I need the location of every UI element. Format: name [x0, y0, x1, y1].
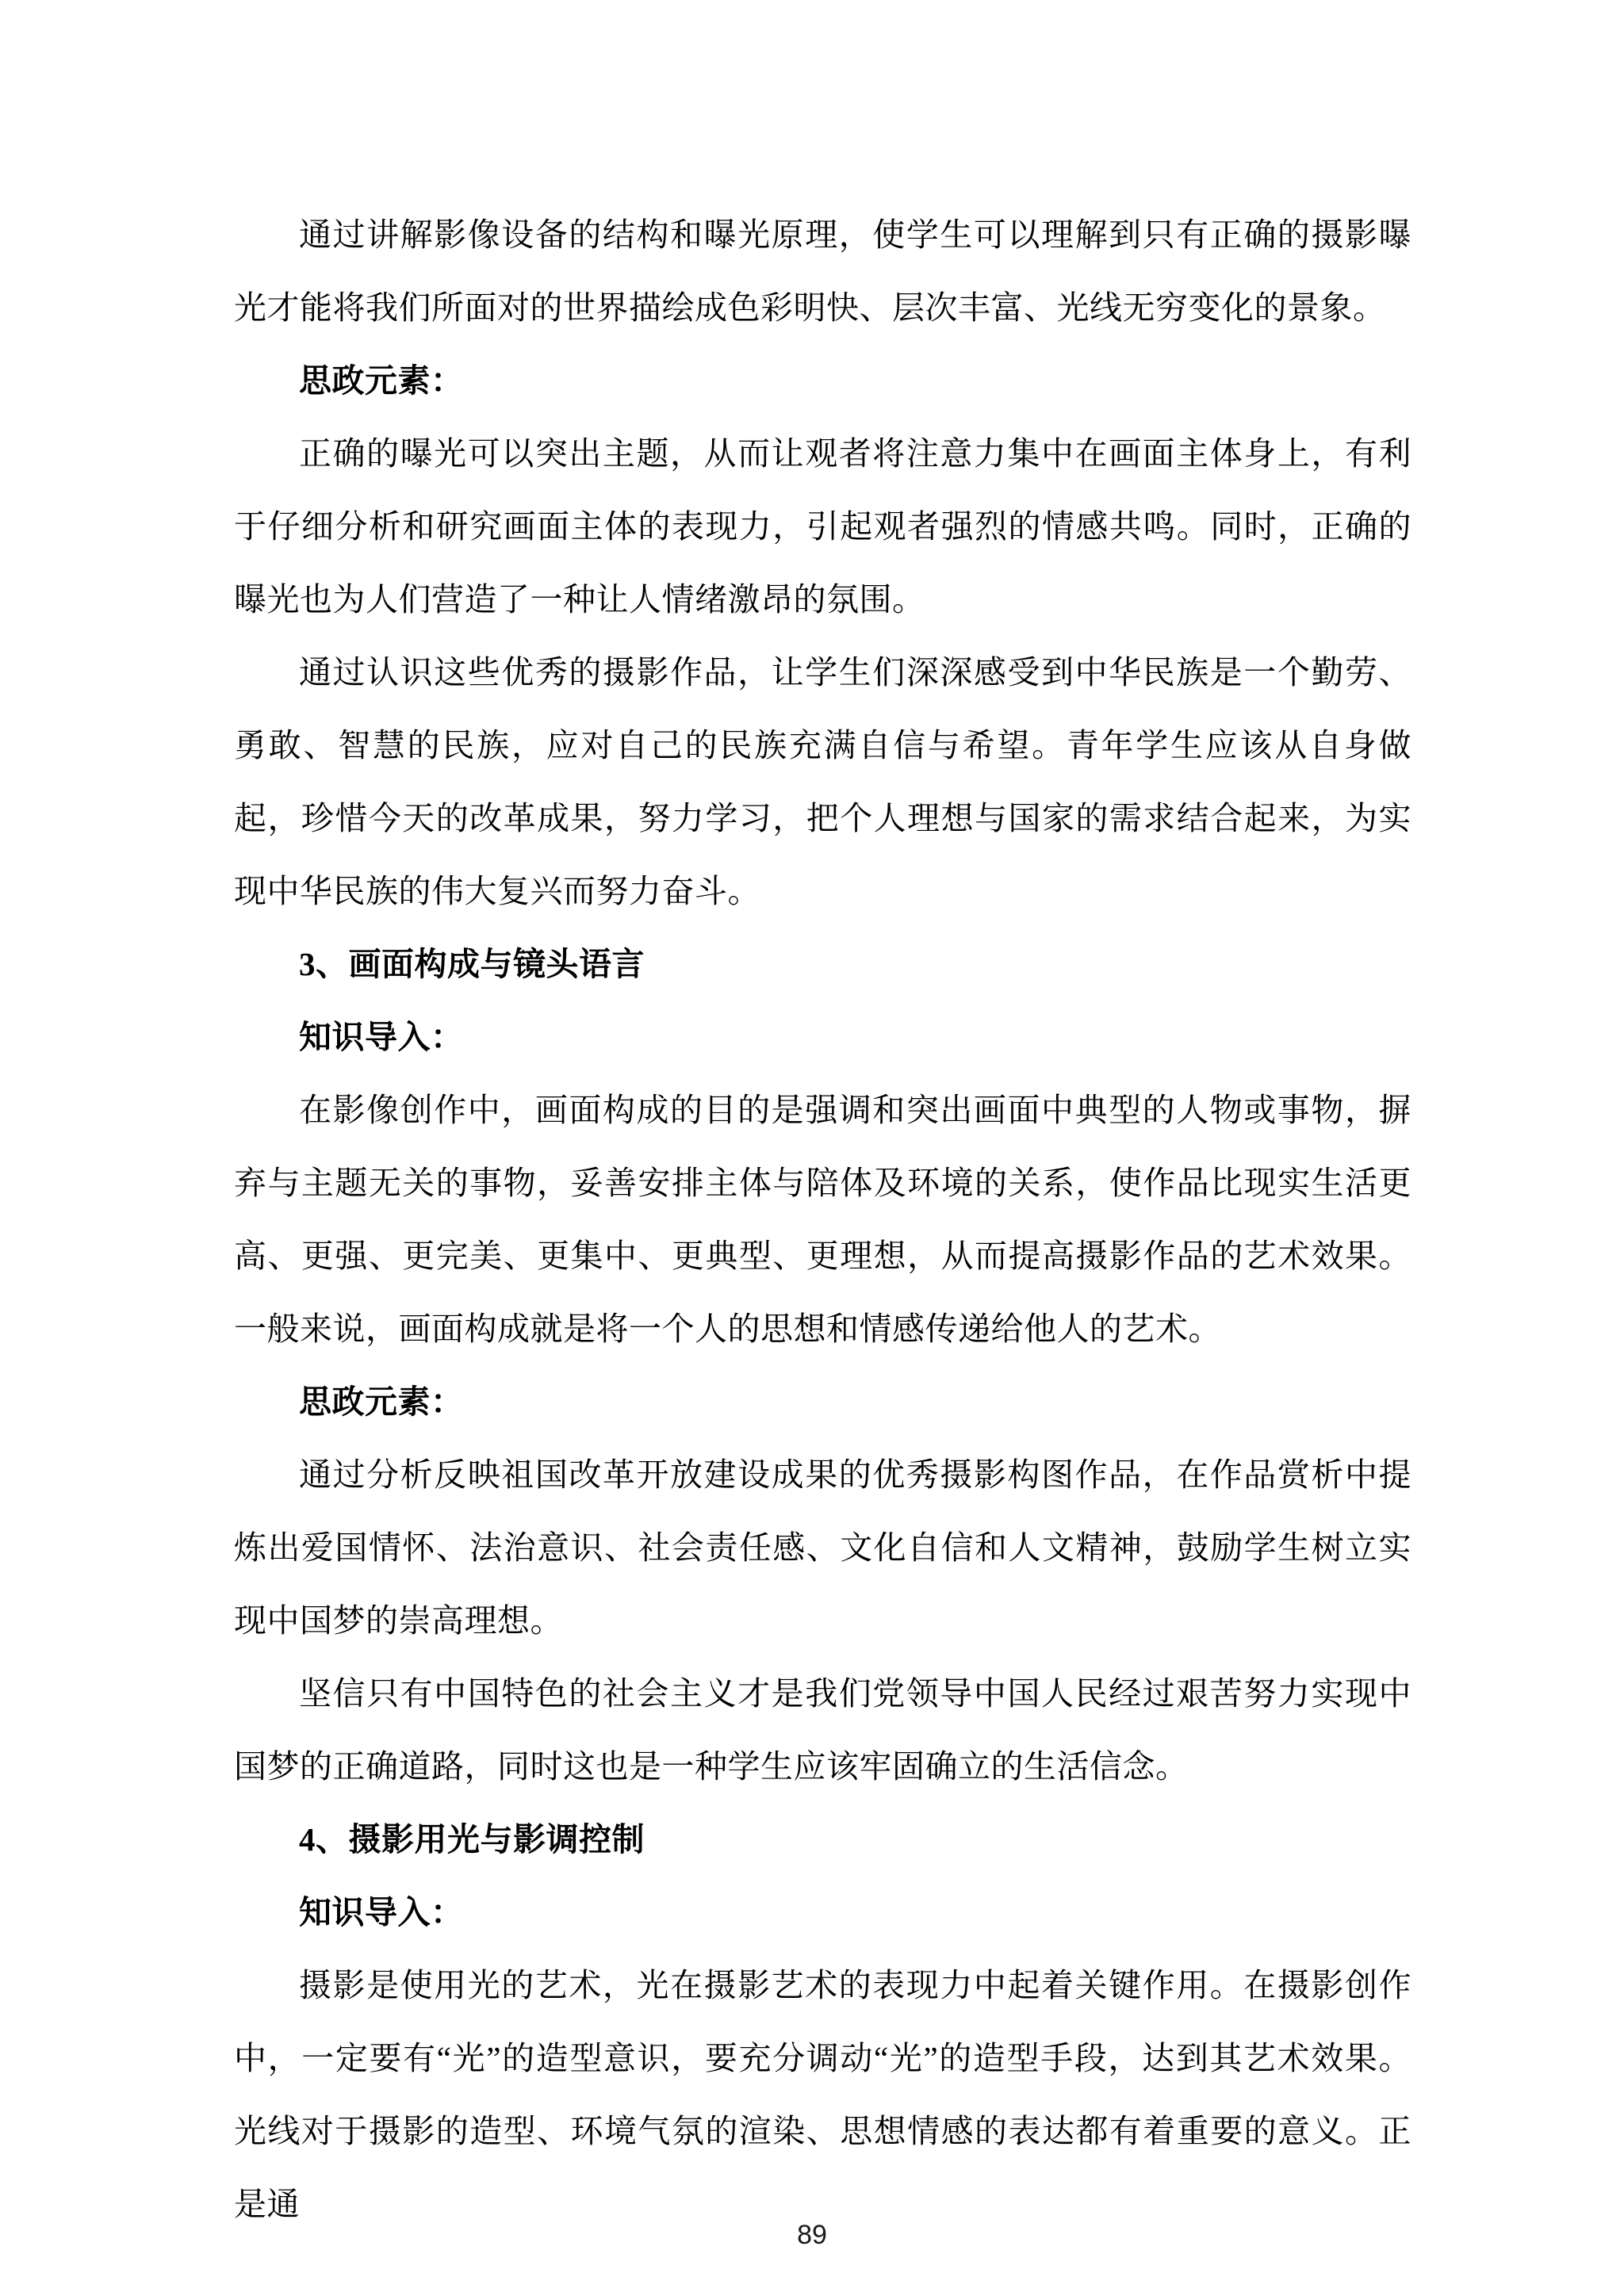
section-heading: 知识导入：: [299, 1019, 464, 1055]
page-footer: [0, 2220, 1624, 2251]
section-heading: 知识导入：: [299, 1894, 464, 1931]
paragraph: 坚信只有中国特色的社会主义才是我们党领导中国人民经过艰苦努力实现中国梦的正确道路，同时这也是一种学生应该牢固确立的生活信念。: [234, 1675, 1411, 1785]
numbered-heading: 3、画面构成与镜头语言: [299, 946, 645, 982]
paragraph: 通过讲解影像设备的结构和曝光原理，使学生可以理解到只有正确的摄影曝光才能将我们所面对的世界描绘成色彩明快、层次丰富、光线无穷变化的景象。: [234, 216, 1411, 326]
paragraph: 摄影是使用光的艺术，光在摄影艺术的表现力中起着关键作用。在摄影创作中，一定要有“光”的造型意识，要充分调动“光”的造型手段，达到其艺术效果。光线对于摄影的造型、环境气氛的渲染、思想情感的表达都有着重要的意义。正是通: [234, 1967, 1411, 2222]
numbered-heading: 4、摄影用光与影调控制: [299, 1821, 645, 1858]
paragraph: 正确的曝光可以突出主题，从而让观者将注意力集中在画面主体身上，有利于仔细分析和研究画面主体的表现力，引起观者强烈的情感共鸣。同时，正确的曝光也为人们营造了一种让人情绪激昂的氛围。: [234, 435, 1411, 618]
section-heading: 思政元素：: [299, 1383, 464, 1420]
page-body-text: [234, 198, 1411, 2241]
paragraph: 通过分析反映祖国改革开放建设成果的优秀摄影构图作品，在作品赏析中提炼出爱国情怀、法治意识、社会责任感、文化自信和人文精神，鼓励学生树立实现中国梦的崇高理想。: [234, 1456, 1411, 1639]
page-number: 89: [797, 2220, 827, 2250]
paragraph: 通过认识这些优秀的摄影作品，让学生们深深感受到中华民族是一个勤劳、勇敢、智慧的民族，应对自己的民族充满自信与希望。青年学生应该从自身做起，珍惜今天的改革成果，努力学习，把个人理想与国家的需求结合起来，为实现中华民族的伟大复兴而努力奋斗。: [234, 654, 1411, 909]
paragraph: 在影像创作中，画面构成的目的是强调和突出画面中典型的人物或事物，摒弃与主题无关的事物，妥善安排主体与陪体及环境的关系，使作品比现实生活更高、更强、更完美、更集中、更典型、更理想，从而提高摄影作品的艺术效果。一般来说，画面构成就是将一个人的思想和情感传递给他人的艺术。: [234, 1092, 1411, 1347]
section-heading: 思政元素：: [299, 362, 464, 399]
